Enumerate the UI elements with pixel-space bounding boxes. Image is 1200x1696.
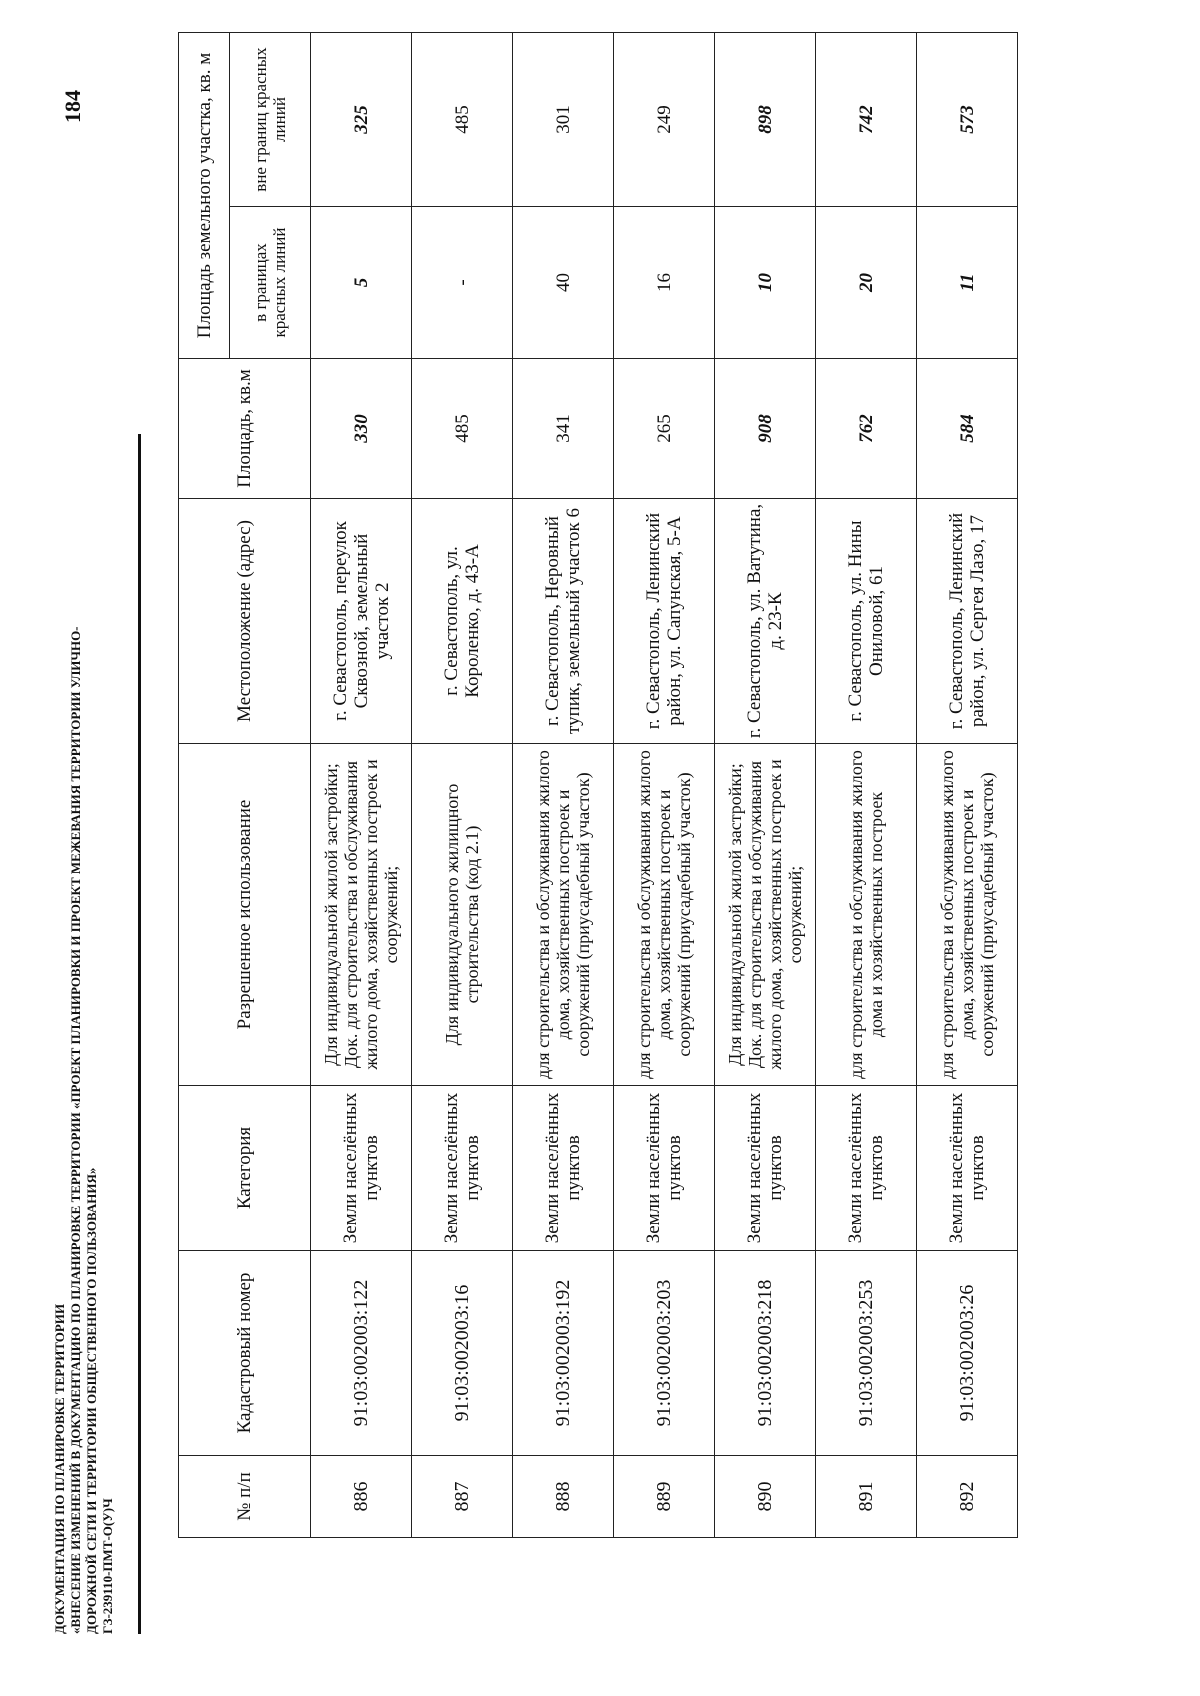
col-address-header: Местоположение (адрес): [179, 499, 311, 744]
table-row: [311, 33, 412, 1538]
header-row: [179, 33, 230, 1538]
cell-address: г. Севастополь, Ленинский район, ул. Сергея Лазо, 17: [917, 499, 1018, 744]
header-line-1: ДОКУМЕНТАЦИЯ ПО ПЛАНИРОВКЕ ТЕРРИТОРИИ: [52, 1303, 67, 1634]
cell-use: для строительства и обслуживания жилого дома, хозяйственных построек и сооружений (приусадебный участок): [513, 744, 614, 1086]
cell-category: Земли населённых пунктов: [513, 1086, 614, 1251]
cell-address: г. Севастополь, Неровный тупик, земельный участок 6: [513, 499, 614, 744]
cell-address: г. Севастополь, ул. Нины Ониловой, 61: [816, 499, 917, 744]
cell-outside: 485: [412, 33, 513, 207]
cell-area: 265: [614, 359, 715, 499]
header-line-2: «ВНЕСЕНИЕ ИЗМЕНЕНИЙ В ДОКУМЕНТАЦИЮ ПО ПЛАНИРОВКЕ ТЕРРИТОРИИ «ПРОЕКТ ПЛАНИРОВКИ И ПРОЕКТ МЕЖЕВАНИЯ ТЕРРИТОРИИ УЛИЧНО-: [68, 626, 83, 1634]
cell-num: 889: [614, 1456, 715, 1538]
cell-address: г. Севастополь, переулок Сквозной, земельный участок 2: [311, 499, 412, 744]
cell-cadastral: 91:03:002003:26: [917, 1251, 1018, 1456]
cell-address: г. Севастополь, ул. Ватутина, д. 23-К: [715, 499, 816, 744]
col-outside-header: вне границ красных линий: [230, 33, 311, 207]
cell-area: 908: [715, 359, 816, 499]
cell-inside: 16: [614, 207, 715, 359]
cell-category: Земли населённых пунктов: [715, 1086, 816, 1251]
land-plots-table: [178, 32, 1018, 1538]
cell-use: Для индивидуальной жилой застройки; Док. для строительства и обслуживания жилого дома, хозяйственных построек и сооружений;: [311, 744, 412, 1086]
table-row: [816, 33, 917, 1538]
cell-cadastral: 91:03:002003:122: [311, 1251, 412, 1456]
table-row: [715, 33, 816, 1538]
cell-category: Земли населённых пунктов: [816, 1086, 917, 1251]
cell-use: Для индивидуальной жилой застройки; Док. для строительства и обслуживания жилого дома, хозяйственных построек и сооружений;: [715, 744, 816, 1086]
cell-area: 341: [513, 359, 614, 499]
cell-cadastral: 91:03:002003:192: [513, 1251, 614, 1456]
cell-cadastral: 91:03:002003:253: [816, 1251, 917, 1456]
cell-outside: 325: [311, 33, 412, 207]
cell-category: Земли населённых пунктов: [614, 1086, 715, 1251]
rotated-content: [30, 18, 1190, 1658]
cell-outside: 301: [513, 33, 614, 207]
document-header: [52, 626, 116, 1634]
table-row: [917, 33, 1018, 1538]
header-rule: [138, 434, 141, 1634]
cell-address: г. Севастополь, Ленинский район, ул. Сапунская, 5-А: [614, 499, 715, 744]
table-row: [412, 33, 513, 1538]
cell-cadastral: 91:03:002003:16: [412, 1251, 513, 1456]
cell-outside: 898: [715, 33, 816, 207]
col-use-header: Разрешенное использование: [179, 744, 311, 1086]
cell-num: 887: [412, 1456, 513, 1538]
cell-category: Земли населённых пунктов: [412, 1086, 513, 1251]
cell-outside: 573: [917, 33, 1018, 207]
col-num-header: № п/п: [179, 1456, 311, 1538]
cell-category: Земли населённых пунктов: [311, 1086, 412, 1251]
cell-use: для строительства и обслуживания жилого дома, хозяйственных построек и сооружений (приусадебный участок): [614, 744, 715, 1086]
cell-inside: -: [412, 207, 513, 359]
header-line-4: ГЗ-239110-ПМТ-О(У)Ч: [100, 1498, 115, 1634]
page-number: 184: [60, 90, 85, 123]
cell-area: 330: [311, 359, 412, 499]
cell-outside: 249: [614, 33, 715, 207]
cell-inside: 40: [513, 207, 614, 359]
cell-area: 485: [412, 359, 513, 499]
cell-cadastral: 91:03:002003:203: [614, 1251, 715, 1456]
cell-use: для строительства и обслуживания жилого дома, хозяйственных построек и сооружений (приусадебный участок): [917, 744, 1018, 1086]
cell-inside: 5: [311, 207, 412, 359]
cell-cadastral: 91:03:002003:218: [715, 1251, 816, 1456]
cell-num: 890: [715, 1456, 816, 1538]
cell-category: Земли населённых пунктов: [917, 1086, 1018, 1251]
cell-num: 888: [513, 1456, 614, 1538]
cell-address: г. Севастополь, ул. Короленко, д. 43-А: [412, 499, 513, 744]
cell-inside: 20: [816, 207, 917, 359]
col-area-group-header: Площадь земельного участка, кв. м: [179, 33, 230, 359]
cell-outside: 742: [816, 33, 917, 207]
cell-area: 762: [816, 359, 917, 499]
table-row: [614, 33, 715, 1538]
cell-area: 584: [917, 359, 1018, 499]
col-cadastral-header: Кадастровый номер: [179, 1251, 311, 1456]
cell-inside: 10: [715, 207, 816, 359]
header-line-3: ДОРОЖНОЙ СЕТИ И ТЕРРИТОРИИ ОБЩЕСТВЕННОГО ПОЛЬЗОВАНИЯ»: [84, 1167, 99, 1634]
cell-num: 891: [816, 1456, 917, 1538]
cell-num: 886: [311, 1456, 412, 1538]
col-category-header: Категория: [179, 1086, 311, 1251]
table-row: [513, 33, 614, 1538]
col-area-header: Площадь, кв.м: [179, 359, 311, 499]
col-inside-header: в границах красных линий: [230, 207, 311, 359]
cell-use: для строительства и обслуживания жилого дома и хозяйственных построек: [816, 744, 917, 1086]
cell-inside: 11: [917, 207, 1018, 359]
cell-use: Для индивидуального жилищного строительства (код 2.1): [412, 744, 513, 1086]
cell-num: 892: [917, 1456, 1018, 1538]
